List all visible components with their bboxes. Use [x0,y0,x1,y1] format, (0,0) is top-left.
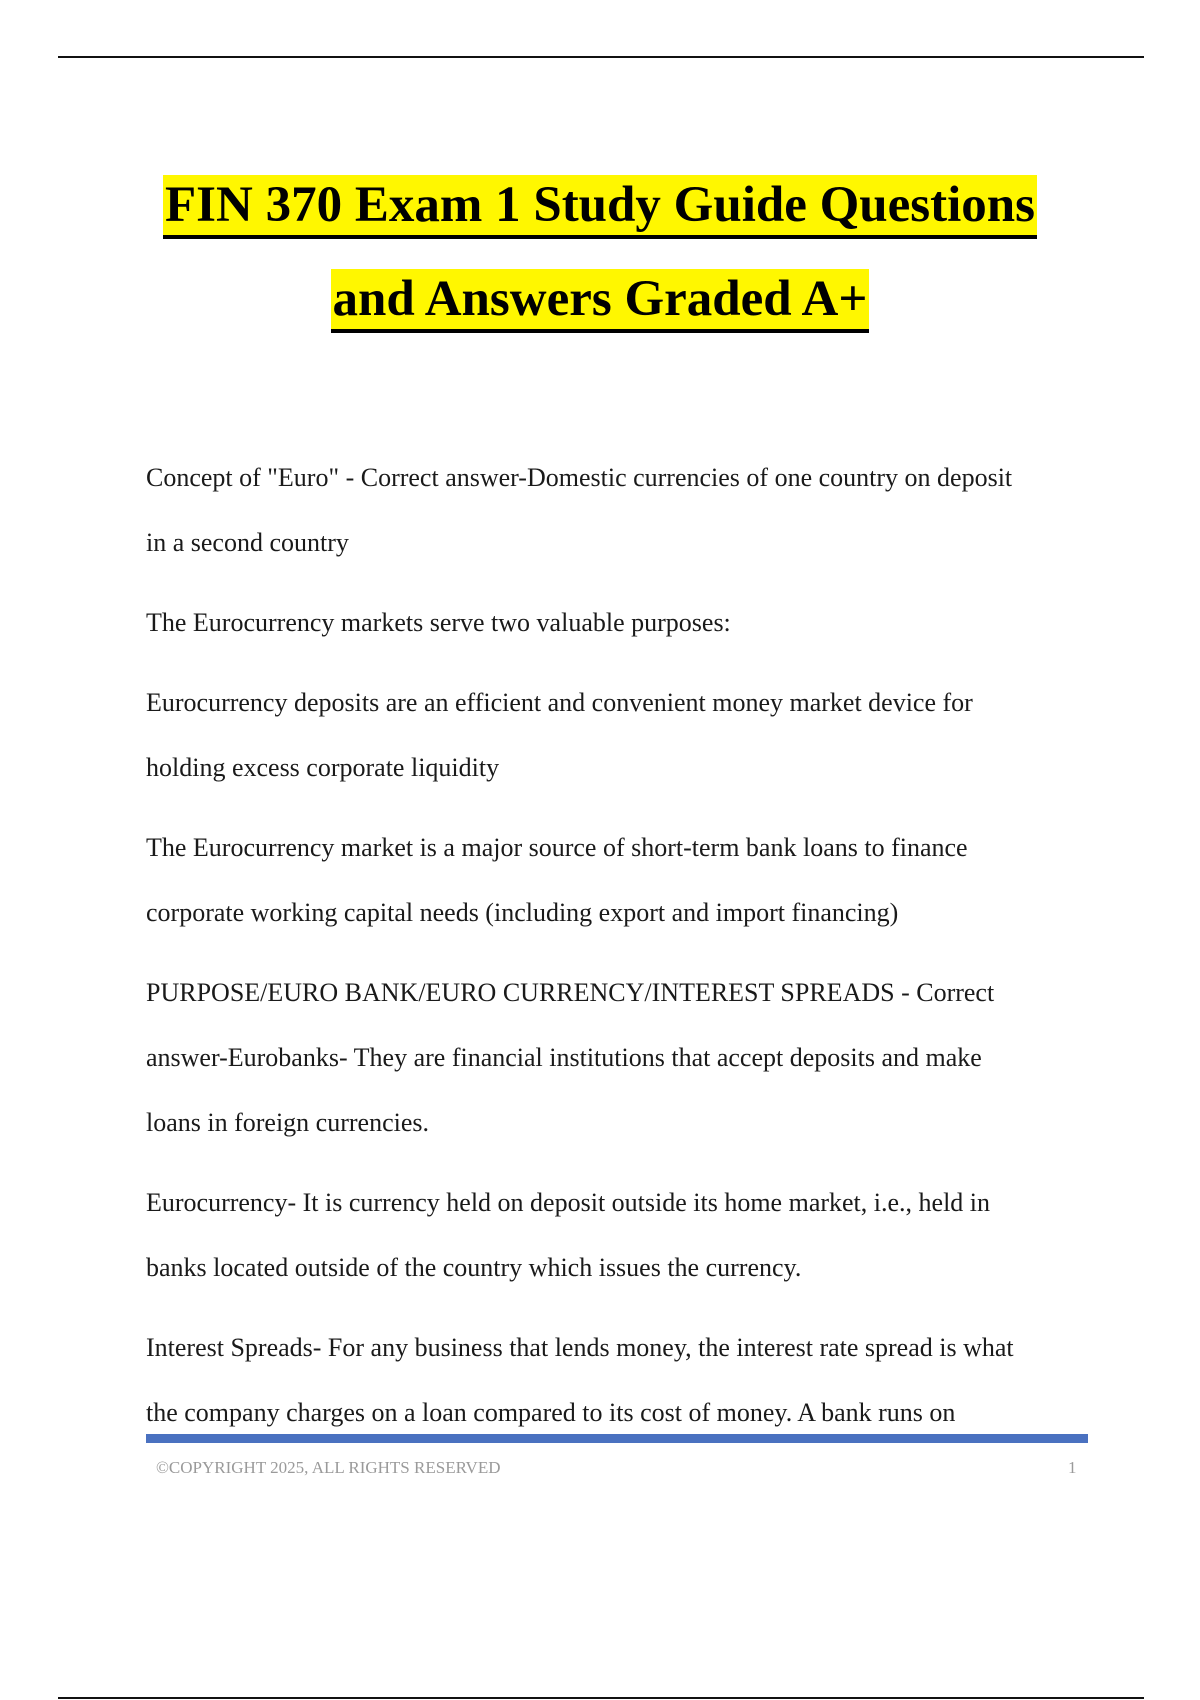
bottom-rule [58,1697,1144,1699]
text-line: The Eurocurrency markets serve two valuable purposes: [146,608,731,637]
title-line-2: and Answers Graded A+ [331,269,870,333]
paragraph-eurobanks [146,960,1091,1155]
text-line: Eurocurrency- It is currency held on deposit outside its home market, i.e., held in [146,1188,991,1217]
document-title [0,175,1200,333]
paragraph-interest-spreads [146,1315,1091,1445]
footer-bar [146,1434,1088,1443]
text-line: Concept of "Euro" - Correct answer-Domestic currencies of one country on deposit [146,463,1013,492]
text-line: answer-Eurobanks- They are financial institutions that accept deposits and make [146,1043,982,1072]
top-rule [58,56,1144,58]
text-line: banks located outside of the country which issues the currency. [146,1253,802,1282]
text-line: corporate working capital needs (including export and import financing) [146,898,899,927]
text-line: Eurocurrency deposits are an efficient and convenient money market device for [146,688,973,717]
text-line: in a second country [146,528,349,557]
paragraph-eurocurrency [146,1170,1091,1300]
text-line: PURPOSE/EURO BANK/EURO CURRENCY/INTEREST SPREADS - Correct [146,978,995,1007]
page-number: 1 [1068,1458,1077,1477]
text-line: Interest Spreads- For any business that lends money, the interest rate spread is what [146,1333,1014,1362]
paragraph-loans [146,815,1091,945]
paragraph-euro-concept [146,445,1091,575]
footer-copyright: ©COPYRIGHT 2025, ALL RIGHTS RESERVED [156,1458,501,1477]
text-line: the company charges on a loan compared to its cost of money. A bank runs on [146,1398,956,1427]
text-line: loans in foreign currencies. [146,1108,430,1137]
title-line-1: FIN 370 Exam 1 Study Guide Questions [163,175,1037,239]
paragraph-purposes-intro [146,590,1091,655]
text-line: The Eurocurrency market is a major source of short-term bank loans to finance [146,833,968,862]
paragraph-deposits [146,670,1091,800]
document-body [146,445,1091,1460]
text-line: holding excess corporate liquidity [146,753,500,782]
